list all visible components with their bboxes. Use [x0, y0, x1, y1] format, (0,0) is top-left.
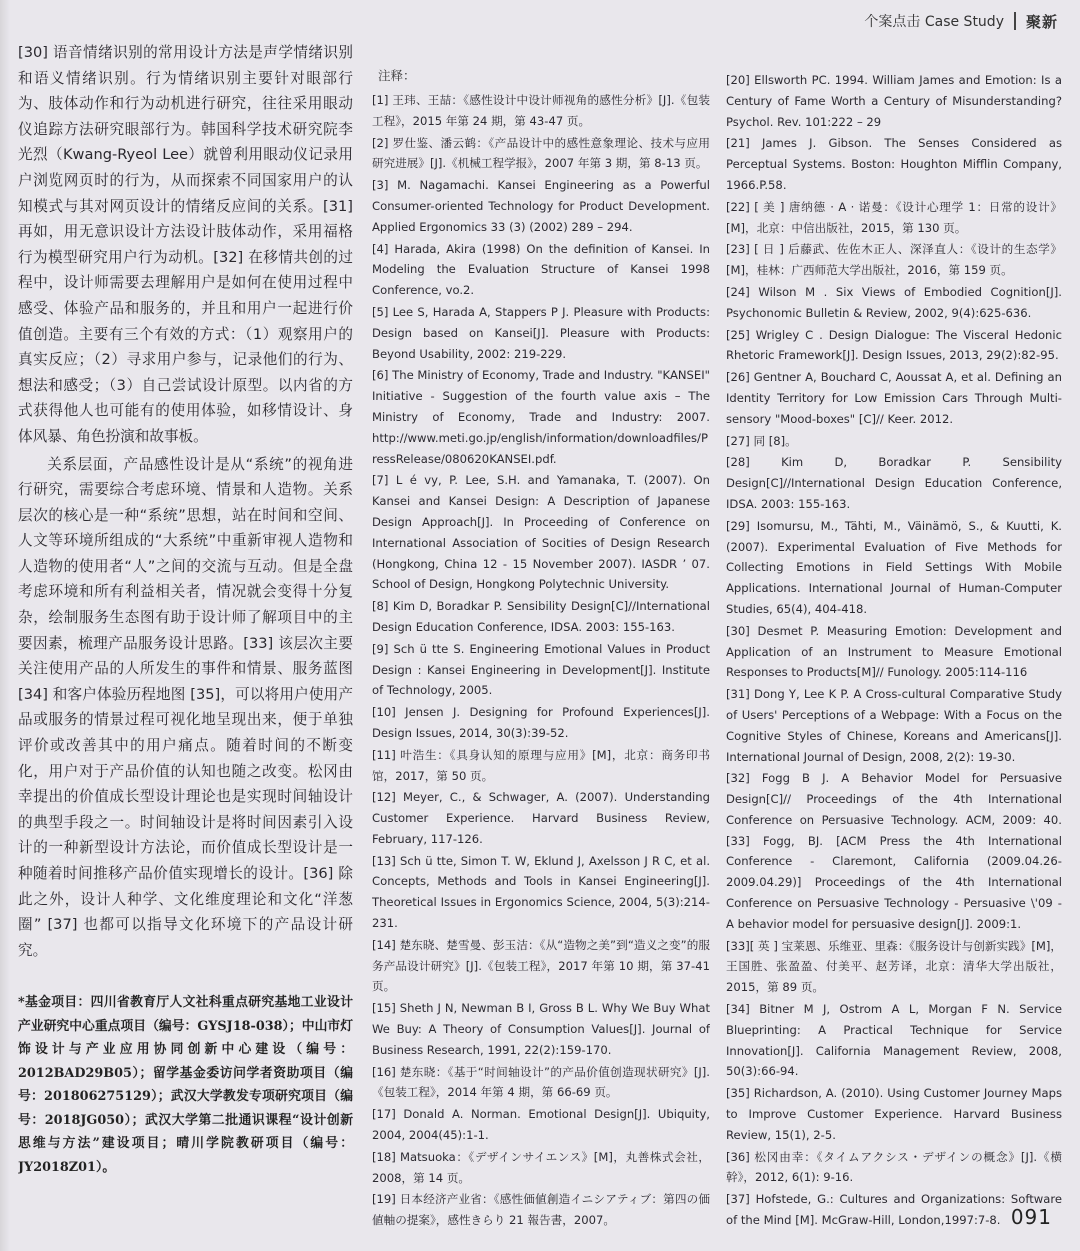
reference-item: [10] Jensen J. Designing for Profound Experiences[J]. Design Issues, 2014, 30(3):39-52.: [372, 705, 710, 740]
reference-item: [19] 日本经济产业省：《感性価値創造イニシアティブ：第四の価値軸の提案》，感性きらり 21 報告書，2007。: [372, 1192, 710, 1227]
reference-item: [27] 同 [8]。: [726, 433, 797, 448]
reference-item: [15] Sheth J N, Newman B I, Gross B L. Why We Buy What We Buy: A Theory of Consumption Values[J]. Journal of Business Research, 1991, 22(2):159-170.: [372, 1001, 710, 1057]
reference-item: [29] Isomursu, M., Tähti, M., Väinämö, S., & Kuutti, K. (2007). Experimental Evaluation of Five Methods for Collecting Emotions in Field Settings With Mobile Applications. International Journal of Human-Computer Studies, 65(4), 404-418.: [726, 518, 1062, 616]
reference-item: [6] The Ministry of Economy, Trade and Industry. "KANSEI" Initiative - Suggestion of the fourth value axis – The Ministry of Economy, Trade and Industry: 2007. http://www.meti.go.jp/english/information/downloadfiles/PressRelease/080620KANSEI.pdf.: [372, 368, 710, 466]
reference-item: [11] 叶浩生：《具身认知的原理与应用》[M]，北京：商务印书馆，2017，第 50 页。: [372, 747, 710, 783]
section-label: 个案点击 Case Study: [864, 14, 1004, 30]
body-paragraph-2: 关系层面，产品感性设计是从“系统”的视角进行研究，需要综合考虑环境、情景和人造物。关系层次的核心是一种“系统”思想，站在时间和空间、人文等环境所组成的“大系统”中重新审视人造物和人造物的使用者“人”之间的交流与互动。但是全盘考虑环境和所有利益相关者，情况就会变得十分复杂，绘制服务生态图有助于设计师了解项目中的主要因素，梳理产品服务设计思路。[33] 该层次主要关注使用产品的人所发生的事件和情景、服务蓝图 [34] 和客户体验历程地图 [35]，可以将用户使用产品或服务的情景过程可视化地呈现出来，便于单独评价或改善其中的用户痛点。随着时间的不断变化，用户对于产品价值的认知也随之改变。松冈由幸提出的价值成长型设计理论也是实现时间轴设计的典型手段之一。时间轴设计是将时间因素引入设计的一种新型设计方法论，而价值成长型设计是一种随着时间推移产品价值实现增长的设计。[36] 除此之外，设计人种学、文化维度理论和文化“洋葱圈” [37] 也都可以指导文化环境下的产品设计研究。: [18, 455, 353, 959]
brand-logo: 聚新: [1025, 12, 1058, 31]
page-number: 091: [1010, 1205, 1052, 1229]
reference-item: [18] Matsuoka：《デザインサイエンス》[M]，丸善株式会社，2008，第 14 页。: [372, 1149, 710, 1185]
reference-item: [17] Donald A. Norman. Emotional Design[J]. Ubiquity, 2004, 2004(45):1-1.: [372, 1107, 710, 1143]
reference-item: [34] Bitner M J, Ostrom A L, Morgan F N. Service Blueprinting: A Practical Technique for Service Innovation[J]. California Management Review, 2008, 50(3):66-94.: [726, 1002, 1062, 1079]
references-column-2: [726, 70, 1062, 1227]
reference-item: [2] 罗仕鉴、潘云鹤：《产品设计中的感性意象理论、技术与应用研究进展》[J].《机械工程学报》，2007 年第 3 期，第 8-13 页。: [372, 135, 710, 171]
reference-item: [21] James J. Gibson. The Senses Considered as Perceptual Systems. Boston: Houghton Mifflin Company, 1966.P.58.: [726, 136, 1062, 192]
reference-item: [22] [ 美 ] 唐纳德 · A · 诺曼：《设计心理学 1：日常的设计》[M]，北京：中信出版社，2015，第 130 页。: [726, 199, 1062, 235]
running-header: [864, 8, 1058, 34]
notes-title: 注释：: [378, 68, 416, 83]
reference-item: [35] Richardson, A. (2010). Using Customer Journey Maps to Improve Customer Experience. Harvard Business Review, 15(1), 2-5.: [726, 1086, 1062, 1142]
reference-item: [26] Gentner A, Bouchard C, Aoussat A, et al. Defining an Identity Territory for Low Emission Cars Through Multi-sensory "Mood-boxes" [C]// Keer. 2012.: [726, 370, 1062, 426]
reference-item: [24] Wilson M . Six Views of Embodied Cognition[J]. Psychonomic Bulletin & Review, 2002, 9(4):625-636.: [726, 284, 1062, 320]
reference-item: [3] M. Nagamachi. Kansei Engineering as a Powerful Consumer-oriented Technology for Product Development. Applied Ergonomics 33 (3) (2002) 289 – 294.: [372, 178, 710, 234]
reference-item: [28] Kim D, Boradkar P. Sensibility Design[C]//International Design Education Conference, IDSA. 2003: 155-163.: [726, 455, 1062, 511]
reference-item: [9] Sch ü tte S. Engineering Emotional Values in Product Design : Kansei Engineering in Development[J]. Institute of Technology, 2005.: [372, 641, 710, 698]
funding-note: *基金项目：四川省教育厅人文社科重点研究基地工业设计产业研究中心重点项目（编号：GYSJ18-038）；中山市灯饰设计与产业应用协同创新中心建设（编号：2012BAD29B05）；留学基金委访问学者资助项目（编号：201806275129）；武汉大学教发专项研究项目（编号：2018JG050）；武汉大学第二批通识课程“设计创新思维与方法”建设项目；晴川学院教研项目（编号：JY2018Z01）。: [18, 995, 353, 1175]
reference-item: [5] Lee S, Harada A, Stappers P J. Pleasure with Products: Design based on Kansei[J]. Pleasure with Products: Beyond Usability, 2002: 219-229.: [372, 304, 710, 361]
references-column-1: [372, 66, 710, 1227]
reference-item: [13] Sch ü tte, Simon T. W, Eklund J, Axelsson J R C, et al. Concepts, Methods and Tools in Kansei Engineering[J]. Theoretical Issues in Ergonomics Science, 2004, 5(3):214-231.: [372, 853, 710, 931]
reference-item: [31] Dong Y, Lee K P. A Cross-cultural Comparative Study of Users' Perceptions of a Webpage: With a Focus on the Cognitive Styles of Chinese, Koreans and Americans[J]. International Journal of Design, 2008, 2(2): 19-30.: [726, 687, 1062, 764]
reference-item: [1] 王玮、王喆：《感性设计中设计师视角的感性分析》[J].《包装工程》，2015 年第 24 期，第 43-47 页。: [372, 93, 710, 128]
reference-list-2: [726, 70, 1062, 1227]
reference-item: [20] Ellsworth PC. 1994. William James and Emotion: Is a Century of Fame Worth a Century of Misunderstanding? Psychol. Rev. 101:222 – 29: [726, 73, 1062, 129]
reference-item: [4] Harada, Akira (1998) On the definition of Kansei. In Modeling the Evaluation Structure of Kansei 1998 Conference, vo.2.: [372, 241, 710, 298]
page-gutter-shadow: [0, 0, 10, 1251]
reference-item: [14] 楚东晓、楚雪曼、彭玉洁：《从“造物之美”到“造义之变”的服务产品设计研究》[J].《包装工程》，2017 年第 10 期，第 37-41 页。: [372, 937, 710, 994]
reference-list-1: [372, 90, 710, 1227]
reference-item: [37] Hofstede, G.: Cultures and Organizations: Software of the Mind [M]. McGraw-Hill, London,1997:7-8.: [726, 1192, 1062, 1227]
reference-item: [32] Fogg B J. A Behavior Model for Persuasive Design[C]// Proceedings of the 4th International Conference on Persuasive Technology. ACM, 2009: 40.[33] Fogg, BJ. [ACM Press the 4th International Conference - Claremont, California (2009.04.26-2009.04.29)] Proceedings of the 4th International Conference on Persuasive Technology - Persuasive \'09 - A behavior model for persuasive design[J]. 2009:1.: [726, 771, 1062, 931]
reference-item: [7] L é vy, P. Lee, S.H. and Yamanaka, T. (2007). On Kansei and Kansei Design: A Description of Japanese Design Approach[J]. In Proceeding of Conference on International Association of Socities of Design Research (Hongkong, China 12 - 15 November 2007). IASDR ’ 07. School of Design, Hongkong Polytechnic University.: [372, 473, 710, 592]
reference-item: [16] 楚东晓：《基于“时间轴设计”的产品价值创造现状研究》[J].《包装工程》，2014 年第 4 期，第 66-69 页。: [372, 1064, 710, 1100]
reference-item: [33][ 英 ] 宝莱恩、乐维亚、里森：《服务设计与创新实践》[M]，王国胜、张盈盈、付美平、赵芳译，北京：清华大学出版社，2015，第 89 页。: [726, 938, 1062, 995]
body-column: [18, 40, 353, 1227]
reference-item: [23] [ 日 ] 后藤武、佐佐木正人、深泽直人：《设计的生态学》[M]，桂林：广西师范大学出版社，2016，第 159 页。: [726, 242, 1062, 278]
reference-item: [8] Kim D, Boradkar P. Sensibility Design[C]//International Design Education Conference, IDSA. 2003: 155-163.: [372, 599, 710, 634]
reference-item: [12] Meyer, C., & Schwager, A. (2007). Understanding Customer Experience. Harvard Business Review, February, 117-126.: [372, 790, 710, 846]
header-divider: [1014, 12, 1016, 30]
body-paragraph-1: [30] 语音情绪识别的常用设计方法是声学情绪识别和语义情绪识别。行为情绪识别主要针对眼部行为、肢体动作和行为动机进行研究，往往采用眼动仪追踪方法研究眼部行为。韩国科学技术研究院李光烈（Kwang-Ryeol Lee）就曾利用眼动仪记录用户浏览网页时的行为，从而探索不同国家用户的认知模式与其对网页设计的情绪反应间的关系。[31] 再如，用无意识设计方法设计肢体动作，采用福格行为模型研究用户行为动机。[32] 在移情共创的过程中，设计师需要去理解用户是如何在使用过程中感受、体验产品和服务的，并且和用户一起进行价值创造。主要有三个有效的方式：（1）观察用户的真实反应；（2）寻求用户参与，记录他们的行为、想法和感受；（3）自己尝试设计原型。以内省的方式获得他人也可能有的使用体验，如移情设计、身体风暴、角色扮演和故事板。: [18, 44, 353, 445]
reference-item: [30] Desmet P. Measuring Emotion: Development and Application of an Instrument to Measure Emotional Responses to Products[M]// Funology. 2005:114-116: [726, 623, 1062, 680]
reference-item: [36] 松冈由幸：《タイムアクシス・デザインの概念》[J].《横幹》，2012, 6(1): 9-16.: [726, 1149, 1062, 1185]
reference-item: [25] Wrigley C . Design Dialogue: The Visceral Hedonic Rhetoric Framework[J]. Design Issues, 2013, 29(2):82-95.: [726, 327, 1062, 363]
